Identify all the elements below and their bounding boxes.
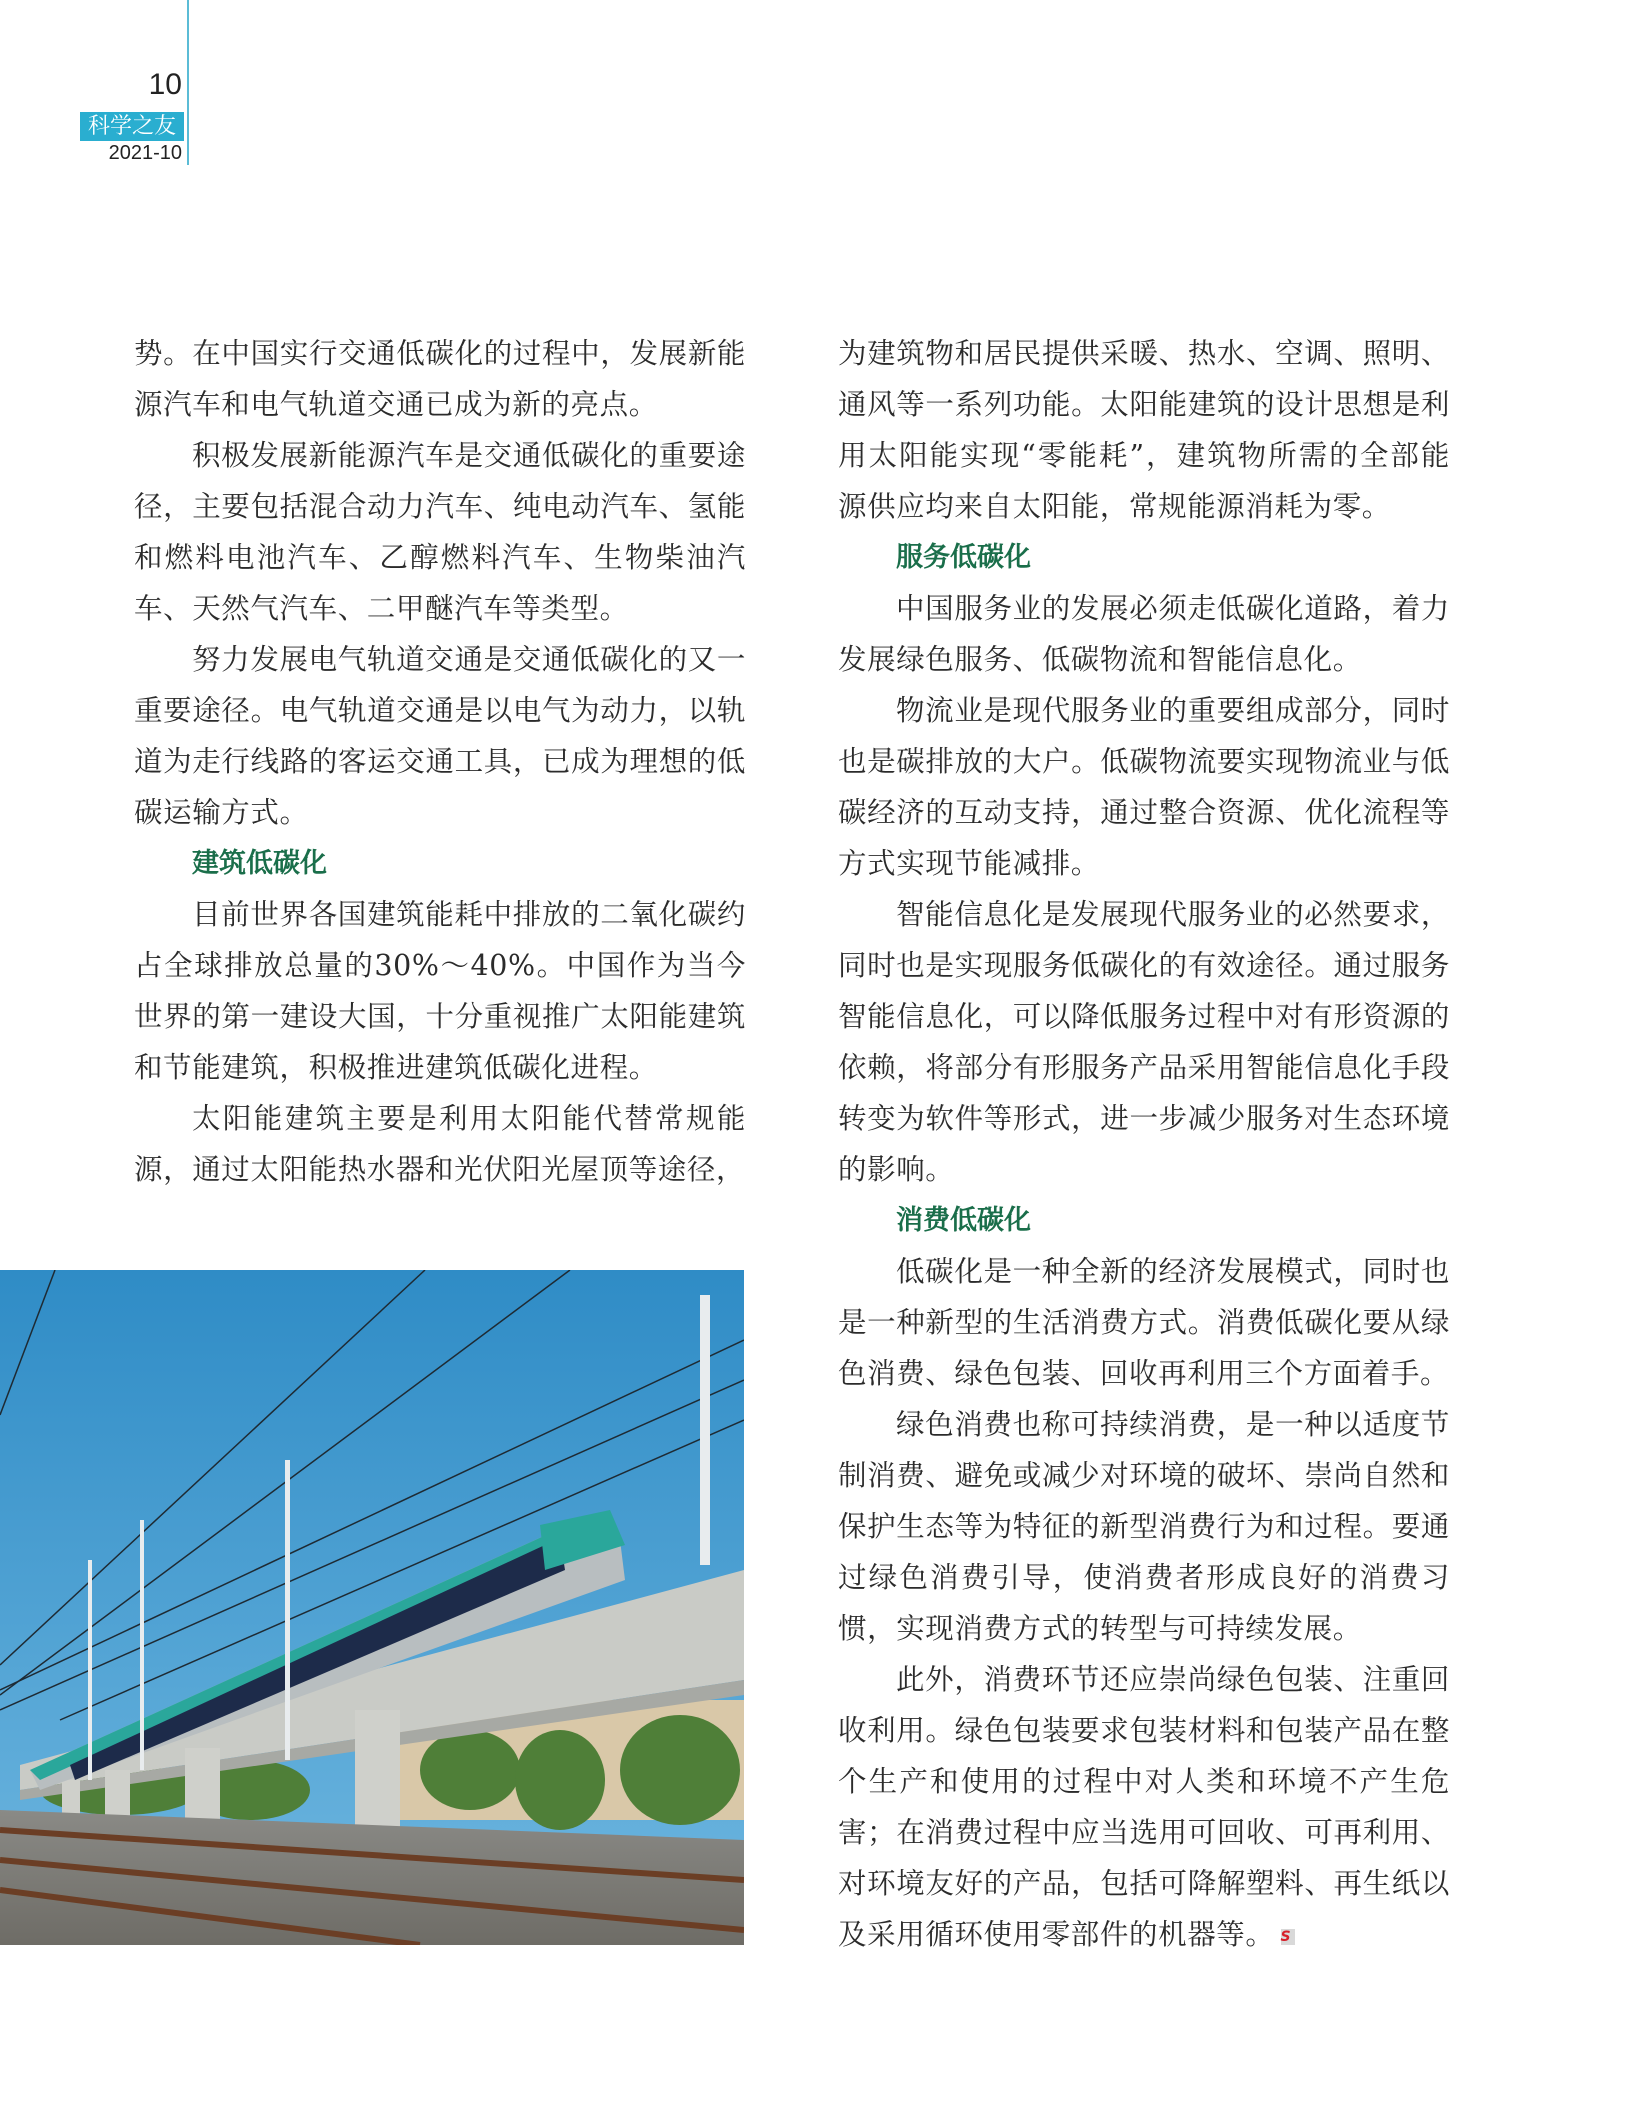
issue-date: 2021-10 — [108, 142, 182, 164]
paragraph: 目前世界各国建筑能耗中排放的二氧化碳约占全球排放总量的30%～40%。中国作为当今世界的第一建设大国，十分重视推广太阳能建筑和节能建筑，积极推进建筑低碳化进程。 — [134, 898, 746, 1084]
magazine-name-badge: 科学之友 — [80, 112, 184, 141]
paragraph: 中国服务业的发展必须走低碳化道路，着力发展绿色服务、低碳物流和智能信息化。 — [838, 592, 1450, 676]
paragraph: 太阳能建筑主要是利用太阳能代替常规能源，通过太阳能热水器和光伏阳光屋顶等途径， — [134, 1102, 746, 1186]
header-divider-line — [187, 0, 189, 165]
paragraph: 为建筑物和居民提供采暖、热水、空调、照明、通风等一系列功能。太阳能建筑的设计思想是利用太阳能实现“零能耗”，建筑物所需的全部能源供应均来自太阳能，常规能源消耗为零。 — [838, 337, 1450, 523]
section-heading-consumption: 消费低碳化 — [896, 1205, 1031, 1236]
paragraph: 势。在中国实行交通低碳化的过程中，发展新能源汽车和电气轨道交通已成为新的亮点。 — [134, 337, 746, 421]
paragraph: 物流业是现代服务业的重要组成部分，同时也是碳排放的大户。低碳物流要实现物流业与低碳经济的互动支持，通过整合资源、优化流程等方式实现节能减排。 — [838, 694, 1450, 880]
section-heading-service: 服务低碳化 — [896, 542, 1031, 573]
paragraph-final — [838, 1654, 1450, 1960]
paragraph: 绿色消费也称可持续消费，是一种以适度节制消费、避免或减少对环境的破坏、崇尚自然和保护生态等为特征的新型消费行为和过程。要通过绿色消费引导，使消费者形成良好的消费习惯，实现消费方式的转型与可持续发展。 — [838, 1408, 1450, 1645]
train-photo — [0, 1270, 744, 1945]
train-photo-illustration — [0, 1270, 744, 1945]
paragraph: 低碳化是一种全新的经济发展模式，同时也是一种新型的生活消费方式。消费低碳化要从绿色消费、绿色包装、回收再利用三个方面着手。 — [838, 1255, 1450, 1390]
paragraph: 智能信息化是发展现代服务业的必然要求，同时也是实现服务低碳化的有效途径。通过服务智能信息化，可以降低服务过程中对有形资源的依赖，将部分有形服务产品采用智能信息化手段转变为软件等形式，进一步减少服务对生态环境的影响。 — [838, 898, 1450, 1186]
paragraph: 积极发展新能源汽车是交通低碳化的重要途径，主要包括混合动力汽车、纯电动汽车、氢能和燃料电池汽车、乙醇燃料汽车、生物柴油汽车、天然气汽车、二甲醚汽车等类型。 — [134, 439, 746, 625]
paragraph-text: 此外，消费环节还应崇尚绿色包装、注重回收利用。绿色包装要求包装材料和包装产品在整个生产和使用的过程中对人类和环境不产生危害；在消费过程中应当选用可回收、可再利用、对环境友好的产品，包括可降解塑料、再生纸以及采用循环使用零部件的机器等。 — [838, 1663, 1450, 1951]
page-number: 10 — [148, 68, 182, 101]
left-column — [134, 328, 746, 1195]
article-end-mark-icon: S — [1281, 1929, 1295, 1945]
paragraph: 努力发展电气轨道交通是交通低碳化的又一重要途径。电气轨道交通是以电气为动力，以轨道为走行线路的客运交通工具，已成为理想的低碳运输方式。 — [134, 643, 746, 829]
right-column — [838, 328, 1450, 1960]
section-heading-building: 建筑低碳化 — [192, 848, 327, 879]
